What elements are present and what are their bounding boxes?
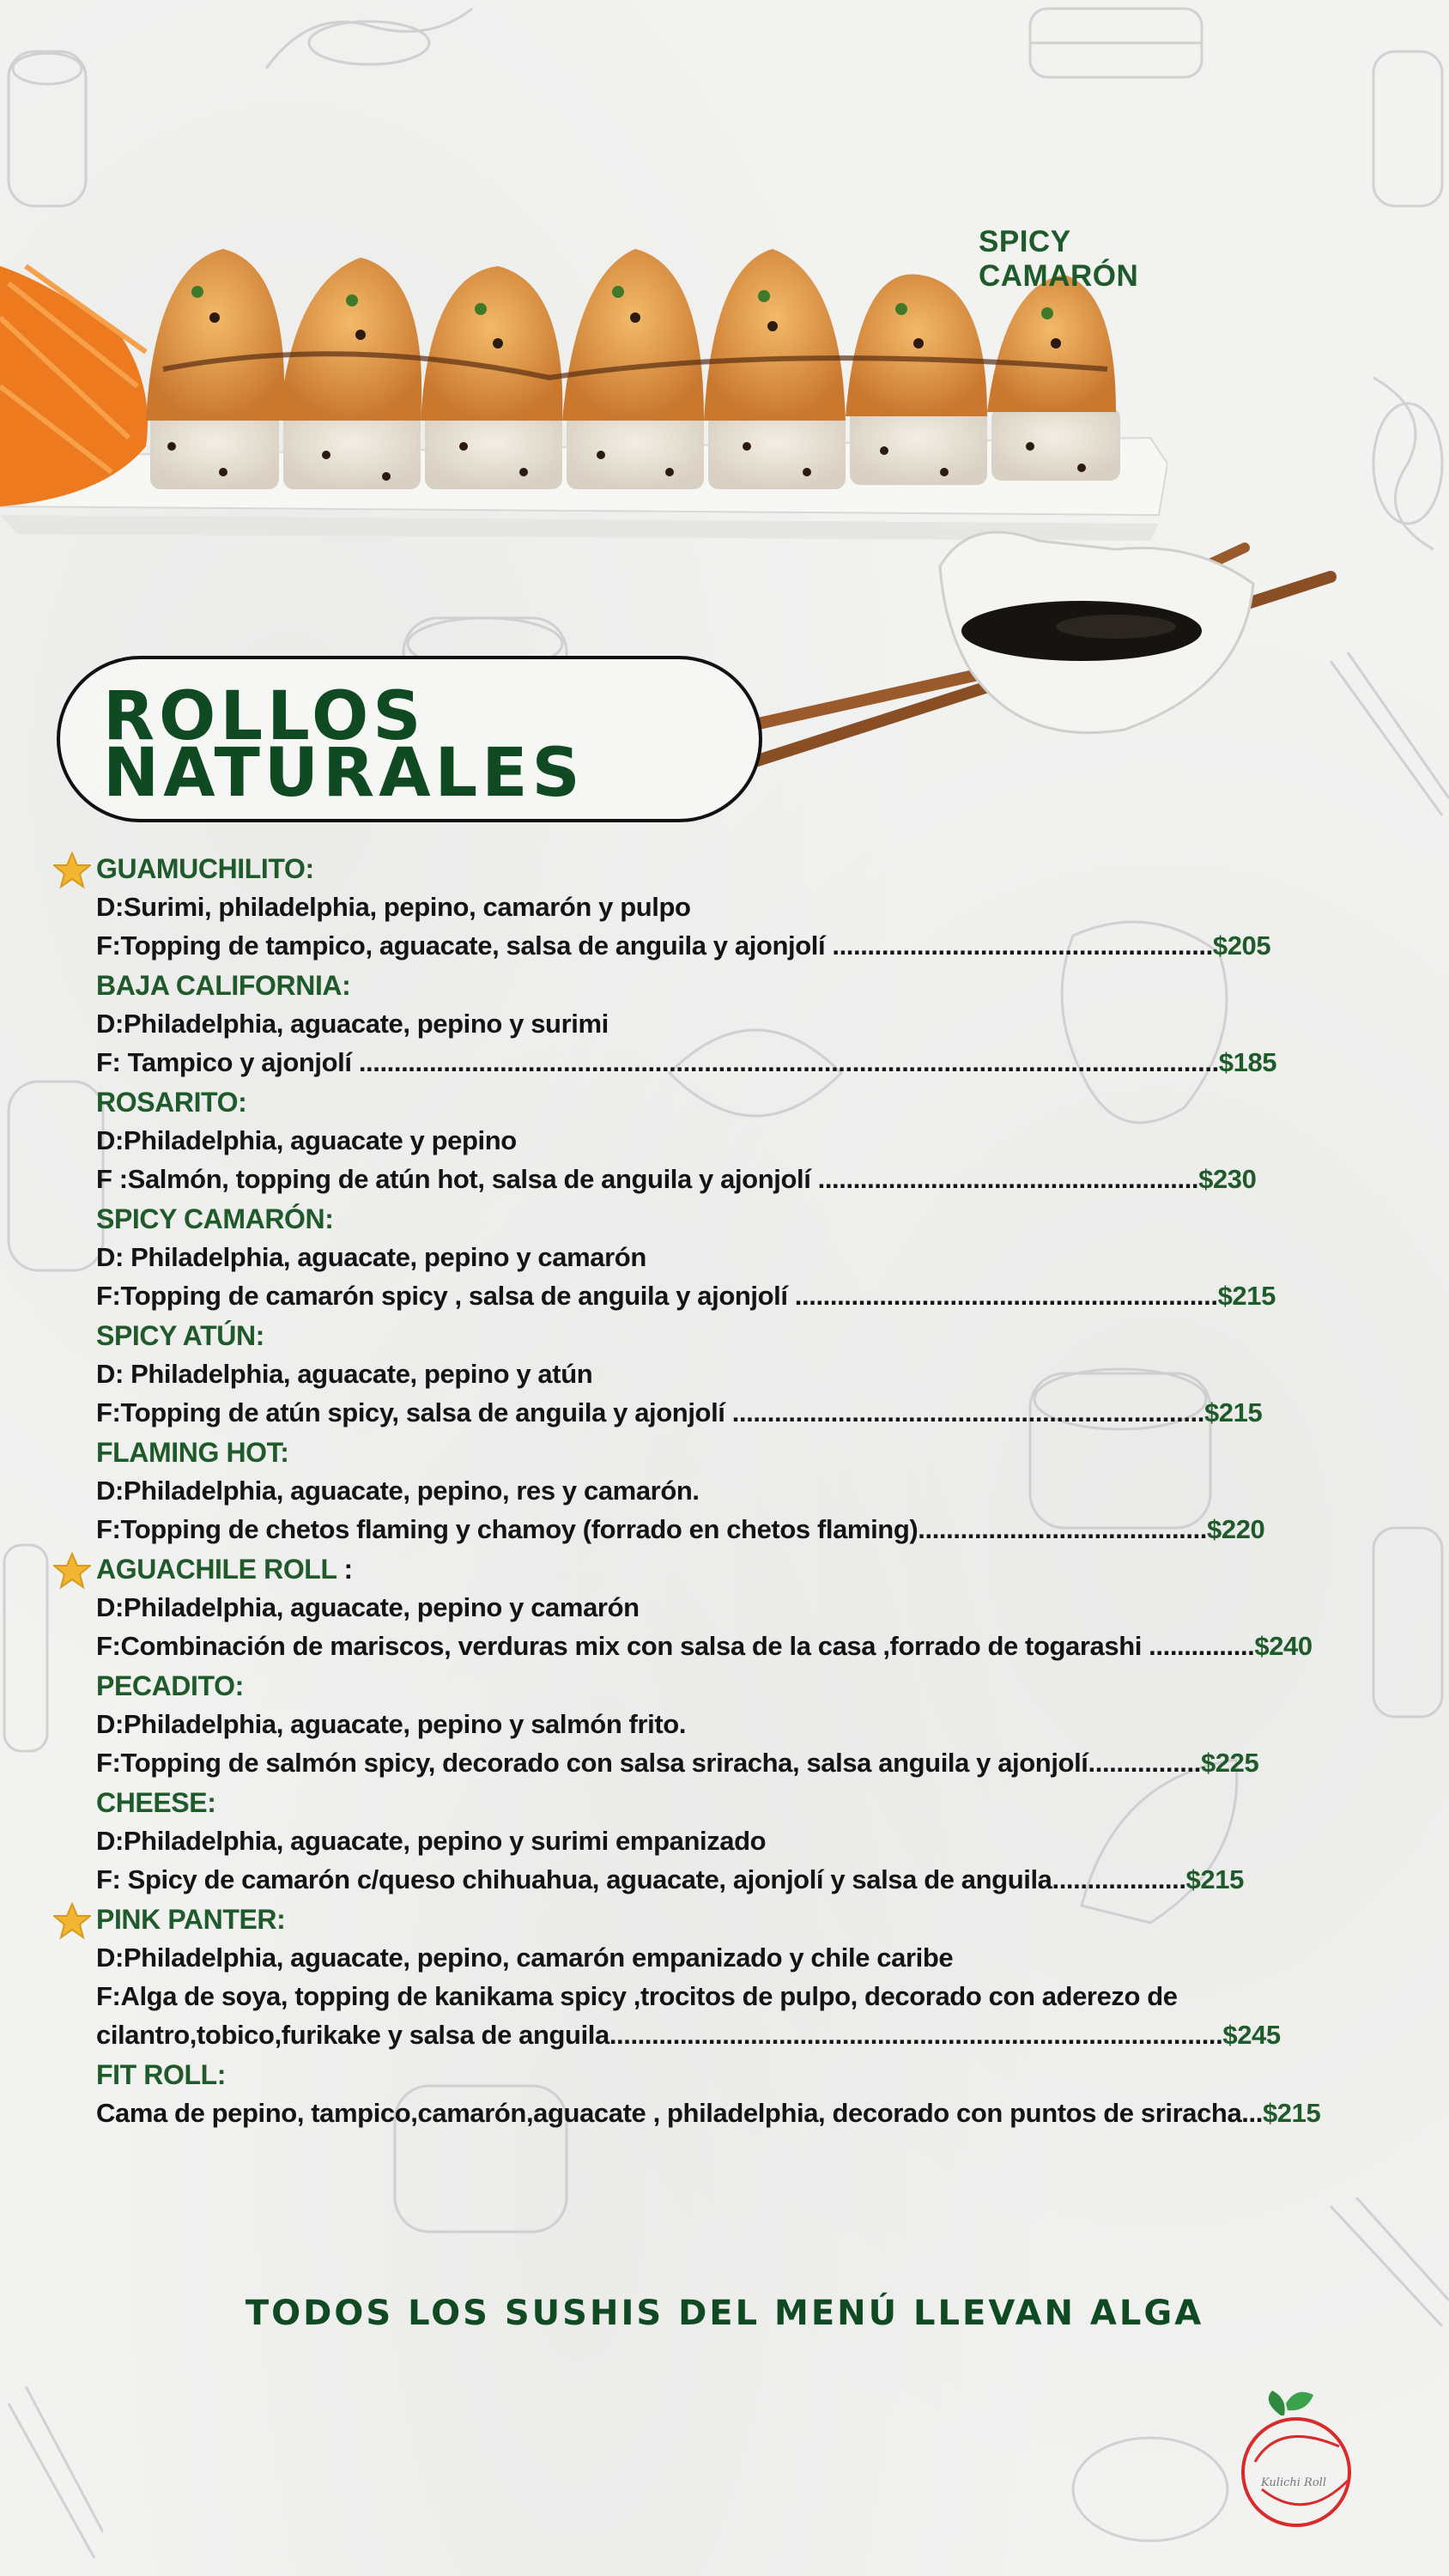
sketch-decoration bbox=[0, 1064, 112, 1288]
menu-item-price: $215 bbox=[1262, 2098, 1321, 2128]
menu-item-name: FLAMING HOT: bbox=[96, 1437, 289, 1468]
menu-item bbox=[96, 1550, 1384, 1665]
menu-item-description: D:Philadelphia, aguacate, pepino y surimi empanizado bbox=[96, 1826, 767, 1856]
menu-list bbox=[96, 850, 1384, 2134]
menu-item-price: $220 bbox=[1207, 1514, 1265, 1544]
menu-item-name: SPICY ATÚN: bbox=[96, 1320, 264, 1351]
menu-item bbox=[96, 850, 1384, 965]
menu-item-name: PECADITO: bbox=[96, 1670, 244, 1701]
menu-item-description: D: Philadelphia, aguacate, pepino y camarón bbox=[96, 1242, 646, 1272]
section-title-line-1: ROLLOS bbox=[103, 678, 426, 755]
menu-item bbox=[96, 967, 1384, 1082]
menu-item-name: FIT ROLL: bbox=[96, 2059, 227, 2090]
footer-note: TODOS LOS SUSHIS DEL MENÚ LLEVAN ALGA bbox=[245, 2294, 1204, 2333]
sketch-decoration bbox=[1365, 34, 1449, 223]
sketch-decoration bbox=[1064, 2403, 1236, 2575]
menu-item-name: CHEESE: bbox=[96, 1787, 216, 1818]
brand-logo-text: Kulichi Roll bbox=[1261, 2476, 1326, 2489]
menu-item-name: GUAMUCHILITO: bbox=[96, 853, 314, 884]
menu-item-description: D:Philadelphia, aguacate, pepino, camarón empanizado y chile caribe bbox=[96, 1943, 954, 1973]
menu-item-price: $245 bbox=[1222, 2020, 1281, 2050]
menu-item-description: F:Alga de soya, topping de kanikama spicy ,trocitos de pulpo, decorado con aderezo de bbox=[96, 1981, 1178, 2011]
sketch-decoration bbox=[258, 0, 481, 77]
menu-item-description: cilantro,tobico,furikake y salsa de anguila.......................................................................................$245 bbox=[96, 2020, 1281, 2050]
menu-item-description: F: Spicy de camarón c/queso chihuahua, aguacate, ajonjolí y salsa de anguila...................$215 bbox=[96, 1864, 1244, 1894]
menu-item-description: F:Topping de camarón spicy , salsa de anguila y ajonjolí ............................................................$215 bbox=[96, 1281, 1276, 1311]
menu-item-price: $230 bbox=[1198, 1164, 1257, 1194]
sketch-decoration bbox=[1356, 361, 1449, 567]
menu-item-description: D: Philadelphia, aguacate, pepino y atún bbox=[96, 1359, 593, 1389]
menu-item bbox=[96, 1784, 1384, 1899]
sketch-decoration bbox=[0, 1528, 52, 1768]
menu-item-name: AGUACHILE ROLL : bbox=[96, 1554, 353, 1585]
menu-item bbox=[96, 1667, 1384, 1782]
menu-item-price: $215 bbox=[1203, 1397, 1263, 1427]
menu-item bbox=[96, 1317, 1384, 1432]
menu-item-description: F:Topping de tampico, aguacate, salsa de anguila y ajonjolí ......................................................$205 bbox=[96, 930, 1271, 961]
menu-item-price: $225 bbox=[1200, 1748, 1259, 1778]
menu-item-price: $205 bbox=[1212, 930, 1271, 961]
menu-item-description: F:Combinación de mariscos, verduras mix con salsa de la casa ,forrado de togarashi ...............$240 bbox=[96, 1631, 1313, 1661]
menu-item-description: D:Philadelphia, aguacate, pepino y camarón bbox=[96, 1592, 640, 1622]
menu-item-price: $185 bbox=[1218, 1047, 1277, 1077]
menu-item-name: ROSARITO: bbox=[96, 1087, 247, 1118]
menu-item bbox=[96, 1900, 1384, 2054]
menu-item-price: $215 bbox=[1185, 1864, 1244, 1894]
menu-item bbox=[96, 1200, 1384, 1315]
menu-item bbox=[96, 2056, 1384, 2132]
menu-item-price: $240 bbox=[1254, 1631, 1313, 1661]
menu-item-description: D:Philadelphia, aguacate, pepino, res y camarón. bbox=[96, 1476, 700, 1506]
menu-item-description: D:Philadelphia, aguacate y pepino bbox=[96, 1125, 517, 1155]
photo-caption: SPICY CAMARÓN bbox=[979, 225, 1139, 293]
star-icon bbox=[53, 1552, 91, 1590]
menu-item-description: D:Philadelphia, aguacate, pepino y salmón frito. bbox=[96, 1709, 687, 1739]
menu-item-description: F:Topping de chetos flaming y chamoy (forrado en chetos flaming).........................................$220 bbox=[96, 1514, 1265, 1544]
star-icon bbox=[53, 1902, 91, 1940]
menu-item-description: D:Surimi, philadelphia, pepino, camarón y pulpo bbox=[96, 892, 691, 922]
brand-logo bbox=[1228, 2386, 1365, 2532]
menu-item-description: F:Topping de atún spicy, salsa de anguila y ajonjolí ...................................................................$215 bbox=[96, 1397, 1263, 1427]
menu-item bbox=[96, 1083, 1384, 1198]
sketch-decoration bbox=[0, 2386, 103, 2575]
menu-item-description: F:Topping de salmón spicy, decorado con salsa sriracha, salsa anguila y ajonjolí................$225 bbox=[96, 1748, 1259, 1778]
sketch-decoration bbox=[1013, 0, 1219, 86]
menu-item-name: SPICY CAMARÓN: bbox=[96, 1203, 334, 1234]
menu-item-name: PINK PANTER: bbox=[96, 1904, 286, 1935]
menu-item-description: F: Tampico y ajonjolí ..........................................................................................................................$185 bbox=[96, 1047, 1277, 1077]
section-title-line-2: NATURALES bbox=[103, 735, 585, 812]
star-icon bbox=[53, 852, 91, 889]
menu-item bbox=[96, 1433, 1384, 1549]
menu-item-name: BAJA CALIFORNIA: bbox=[96, 970, 351, 1001]
menu-item-price: $215 bbox=[1217, 1281, 1276, 1311]
menu-item-description: F :Salmón, topping de atún hot, salsa de anguila y ajonjolí ......................................................$230 bbox=[96, 1164, 1257, 1194]
menu-item-description: D:Philadelphia, aguacate, pepino y surimi bbox=[96, 1009, 609, 1039]
sketch-decoration bbox=[0, 17, 103, 240]
menu-item-description: Cama de pepino, tampico,camarón,aguacate , philadelphia, decorado con puntos de sriracha...$215 bbox=[96, 2098, 1321, 2128]
soy-sauce-bowl bbox=[712, 515, 1348, 790]
